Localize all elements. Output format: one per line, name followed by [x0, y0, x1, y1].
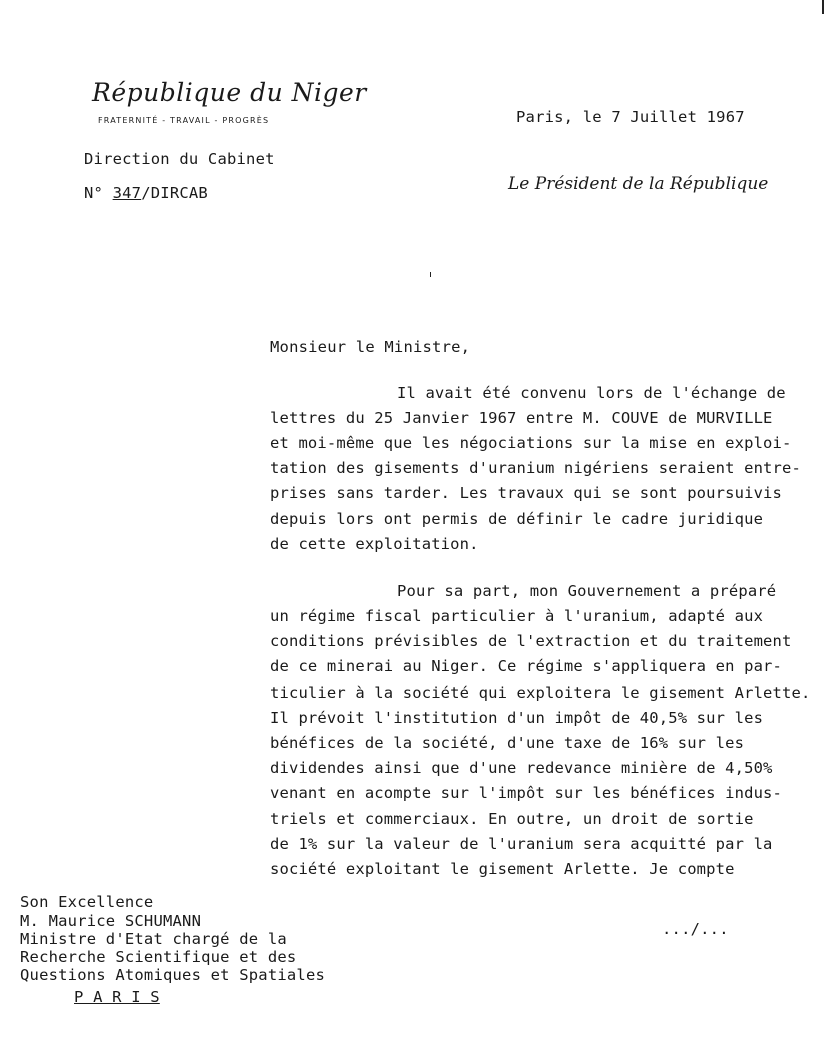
body-line: triels et commerciaux. En outre, un droit de sortie: [270, 810, 754, 828]
continuation-marker: .../...: [662, 920, 729, 938]
body-line: dividendes ainsi que d'une redevance minière de 4,50%: [270, 759, 773, 777]
letterhead-motto: FRATERNITÉ - TRAVAIL - PROGRÈS: [98, 116, 270, 125]
body-line: un régime fiscal particulier à l'uranium, adapté aux: [270, 607, 764, 625]
body-line: depuis lors ont permis de définir le cadre juridique: [270, 510, 764, 528]
salutation: Monsieur le Ministre,: [270, 338, 471, 356]
body-line: bénéfices de la société, d'une taxe de 16% sur les: [270, 734, 745, 752]
recipient-line: Ministre d'Etat chargé de la: [20, 930, 287, 948]
edge-mark-top: [822, 0, 824, 14]
body-line: société exploitant le gisement Arlette. Je compte: [270, 860, 735, 878]
body-line: venant en acompte sur l'impôt sur les bénéfices indus-: [270, 784, 783, 802]
reference-suffix: /DIRCAB: [141, 184, 208, 202]
body-line: Il prévoit l'institution d'un impôt de 40,5% sur les: [270, 709, 764, 727]
reference-number: [84, 184, 208, 202]
body-line: lettres du 25 Janvier 1967 entre M. COUVE de MURVILLE: [270, 409, 773, 427]
recipient-line: Recherche Scientifique et des: [20, 948, 297, 966]
recipient-line: Son Excellence: [20, 893, 154, 911]
body-line: de cette exploitation.: [270, 535, 479, 553]
body-line: Pour sa part, mon Gouvernement a préparé: [397, 582, 777, 600]
body-line: tation des gisements d'uranium nigériens seraient entre-: [270, 459, 801, 477]
body-line: et moi-même que les négociations sur la mise en exploi-: [270, 434, 792, 452]
recipient-city: P A R I S: [74, 988, 160, 1006]
body-line: ticulier à la société qui exploitera le gisement Arlette.: [270, 684, 811, 702]
reference-prefix: N°: [84, 184, 113, 202]
body-line: Il avait été convenu lors de l'échange de: [397, 384, 786, 402]
letterhead-country: République du Niger: [92, 78, 367, 107]
body-line: de 1% sur la valeur de l'uranium sera acquitté par la: [270, 835, 773, 853]
recipient-line: M. Maurice SCHUMANN: [20, 912, 202, 930]
department-label: Direction du Cabinet: [84, 150, 275, 168]
body-line: conditions prévisibles de l'extraction et du traitement: [270, 632, 792, 650]
body-line: prises sans tarder. Les travaux qui se sont poursuivis: [270, 484, 783, 502]
recipient-line: Questions Atomiques et Spatiales: [20, 966, 326, 984]
reference-number-value: 347: [112, 184, 142, 202]
place-date: Paris, le 7 Juillet 1967: [516, 108, 745, 126]
stray-mark: [430, 272, 431, 277]
sender-title: Le Président de la République: [508, 174, 769, 194]
body-line: de ce minerai au Niger. Ce régime s'appliquera en par-: [270, 657, 783, 675]
